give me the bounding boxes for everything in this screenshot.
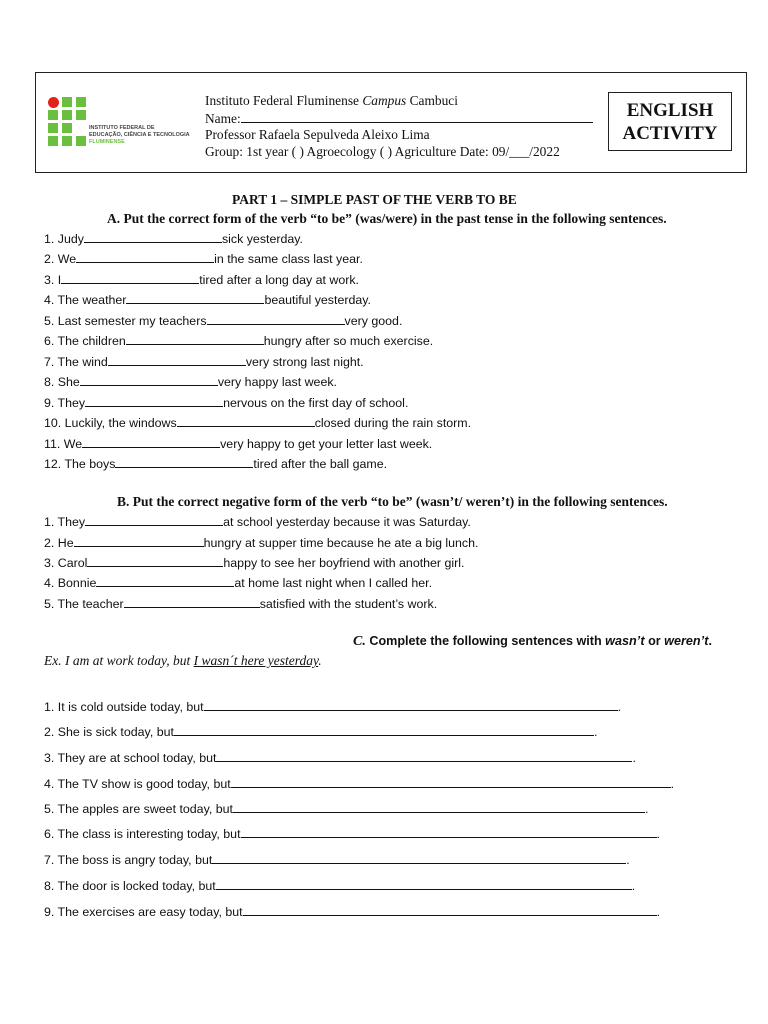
item-prompt: 2. She is sick today, but bbox=[44, 725, 174, 739]
item-prefix: 9. They bbox=[44, 396, 86, 410]
part-title: PART 1 – SIMPLE PAST OF THE VERB TO BE bbox=[232, 192, 517, 207]
item-prefix: 11. We bbox=[44, 437, 83, 451]
logo-red-dot bbox=[48, 97, 59, 108]
item-prefix: 2. He bbox=[44, 536, 74, 550]
section-a-item bbox=[44, 456, 387, 472]
section-c-item bbox=[44, 852, 630, 868]
answer-line[interactable] bbox=[231, 776, 671, 788]
section-a-item bbox=[44, 292, 371, 308]
answer-line[interactable] bbox=[233, 801, 645, 813]
item-period: . bbox=[632, 751, 636, 765]
item-prefix: 2. We bbox=[44, 252, 77, 266]
item-suffix: very strong last night. bbox=[245, 355, 364, 369]
answer-blank[interactable] bbox=[84, 231, 222, 243]
section-b-item bbox=[44, 575, 432, 591]
answer-line[interactable] bbox=[174, 724, 594, 736]
answer-blank[interactable] bbox=[85, 395, 223, 407]
section-c-item bbox=[44, 904, 660, 920]
header-box bbox=[35, 72, 747, 173]
item-prompt: 8. The door is locked today, but bbox=[44, 879, 216, 893]
item-suffix: satisfied with the student’s work. bbox=[259, 597, 438, 611]
answer-line[interactable] bbox=[243, 904, 657, 916]
answer-blank[interactable] bbox=[82, 436, 220, 448]
item-prefix: 8. She bbox=[44, 375, 80, 389]
section-a-item bbox=[44, 354, 364, 370]
professor-line: Professor Rafaela Sepulveda Aleixo Lima bbox=[205, 127, 430, 142]
section-c-item bbox=[44, 699, 621, 715]
item-period: . bbox=[670, 777, 675, 791]
item-prompt: 5. The apples are sweet today, but bbox=[44, 802, 233, 816]
answer-blank[interactable] bbox=[76, 251, 214, 263]
item-period: . bbox=[617, 700, 622, 714]
section-a-item bbox=[44, 395, 408, 411]
item-period: . bbox=[626, 853, 630, 867]
item-prompt: 6. The class is interesting today, but bbox=[44, 827, 241, 841]
section-a-item bbox=[44, 251, 363, 267]
logo-text-line1: INSTITUTO FEDERAL DE bbox=[89, 125, 155, 131]
item-prefix: 1. Judy bbox=[44, 232, 84, 246]
logo-text-line3: FLUMINENSE bbox=[89, 139, 125, 145]
item-period: . bbox=[656, 905, 661, 919]
section-a-item bbox=[44, 333, 433, 349]
name-blank[interactable] bbox=[241, 110, 593, 123]
answer-blank[interactable] bbox=[126, 333, 264, 345]
item-suffix: at home last night when I called her. bbox=[234, 576, 433, 590]
logo-text-line2: EDUCAÇÃO, CIÊNCIA E TECNOLOGIA bbox=[89, 132, 190, 138]
item-prefix: 7. The wind bbox=[44, 355, 108, 369]
section-c-item bbox=[44, 801, 648, 817]
answer-blank[interactable] bbox=[80, 374, 218, 386]
section-c-item bbox=[44, 826, 660, 842]
answer-line[interactable] bbox=[241, 826, 657, 838]
item-prompt: 7. The boss is angry today, but bbox=[44, 853, 213, 867]
answer-blank[interactable] bbox=[126, 292, 264, 304]
section-c-example: Ex. I am at work today, but I wasn´t here yesterday. bbox=[44, 653, 322, 668]
section-b-item bbox=[44, 535, 478, 551]
item-period: . bbox=[593, 725, 598, 739]
item-suffix: beautiful yesterday. bbox=[264, 293, 371, 307]
answer-line[interactable] bbox=[204, 699, 618, 711]
section-c-item bbox=[44, 776, 674, 792]
section-a-item bbox=[44, 313, 402, 329]
section-a-item bbox=[44, 374, 337, 390]
item-suffix: tired after the ball game. bbox=[253, 457, 388, 471]
institute-logo bbox=[48, 97, 188, 157]
item-suffix: very good. bbox=[344, 314, 403, 328]
item-suffix: very happy last week. bbox=[217, 375, 337, 389]
answer-blank[interactable] bbox=[115, 456, 253, 468]
section-b-item bbox=[44, 514, 471, 530]
section-c-item bbox=[44, 750, 636, 766]
section-b-instruction: B. Put the correct negative form of the verb “to be” (wasn’t/ weren’t) in the following sentences. bbox=[117, 494, 668, 509]
item-prompt: 3. They are at school today, but bbox=[44, 751, 217, 765]
answer-blank[interactable] bbox=[85, 514, 223, 526]
answer-blank[interactable] bbox=[108, 354, 246, 366]
item-period: . bbox=[644, 802, 649, 816]
section-a-item bbox=[44, 272, 359, 288]
section-b-item bbox=[44, 596, 437, 612]
answer-line[interactable] bbox=[212, 852, 626, 864]
item-prefix: 12. The boys bbox=[44, 457, 116, 471]
section-c-item bbox=[44, 724, 597, 740]
answer-blank[interactable] bbox=[124, 596, 260, 608]
activity-title-box: ENGLISH ACTIVITY bbox=[608, 92, 732, 151]
item-prefix: 3. I bbox=[44, 273, 62, 287]
group-line: Group: 1st year ( ) Agroecology ( ) Agriculture Date: 09/___/2022 bbox=[205, 143, 560, 159]
section-b-item bbox=[44, 555, 464, 571]
item-prompt: 4. The TV show is good today, but bbox=[44, 777, 231, 791]
item-suffix: in the same class last year. bbox=[214, 252, 363, 266]
section-c-instruction: C. Complete the following sentences with wasn’t or weren’t. bbox=[353, 634, 712, 649]
item-prefix: 1. They bbox=[44, 515, 86, 529]
section-a-item bbox=[44, 436, 432, 452]
header-info bbox=[205, 93, 593, 160]
item-suffix: very happy to get your letter last week. bbox=[220, 437, 433, 451]
section-a-item bbox=[44, 231, 303, 247]
section-c-item bbox=[44, 878, 635, 894]
item-prefix: 10. Luckily, the windows bbox=[44, 416, 177, 430]
item-suffix: tired after a long day at work. bbox=[199, 273, 360, 287]
item-prefix: 5. The teacher bbox=[44, 597, 124, 611]
item-prefix: 4. The weather bbox=[44, 293, 127, 307]
section-a-item bbox=[44, 415, 471, 431]
answer-blank[interactable] bbox=[207, 313, 345, 325]
item-prefix: 5. Last semester my teachers bbox=[44, 314, 207, 328]
item-suffix: hungry at supper time because he ate a big lunch. bbox=[203, 536, 479, 550]
answer-blank[interactable] bbox=[87, 555, 223, 567]
answer-blank[interactable] bbox=[96, 575, 234, 587]
item-suffix: at school yesterday because it was Saturday. bbox=[223, 515, 471, 529]
item-prefix: 6. The children bbox=[44, 334, 126, 348]
item-suffix: closed during the rain storm. bbox=[314, 416, 472, 430]
item-suffix: hungry after so much exercise. bbox=[263, 334, 434, 348]
item-prefix: 3. Carol bbox=[44, 556, 88, 570]
name-line: Name: bbox=[205, 110, 593, 128]
item-prefix: 4. Bonnie bbox=[44, 576, 97, 590]
answer-blank[interactable] bbox=[61, 272, 199, 284]
item-suffix: sick yesterday. bbox=[221, 232, 303, 246]
answer-blank[interactable] bbox=[74, 535, 204, 547]
item-period: . bbox=[631, 879, 636, 893]
item-prompt: 9. The exercises are easy today, but bbox=[44, 905, 243, 919]
section-a-instruction: A. Put the correct form of the verb “to be” (was/were) in the past tense in the following sentences. bbox=[107, 211, 667, 226]
item-period: . bbox=[656, 827, 660, 841]
institute-line: Instituto Federal Fluminense Campus Cambuci bbox=[205, 93, 458, 108]
answer-blank[interactable] bbox=[177, 415, 315, 427]
answer-line[interactable] bbox=[216, 750, 632, 762]
item-suffix: nervous on the first day of school. bbox=[223, 396, 409, 410]
item-suffix: happy to see her boyfriend with another girl. bbox=[223, 556, 465, 570]
answer-line[interactable] bbox=[216, 878, 632, 890]
item-prompt: 1. It is cold outside today, but bbox=[44, 700, 204, 714]
